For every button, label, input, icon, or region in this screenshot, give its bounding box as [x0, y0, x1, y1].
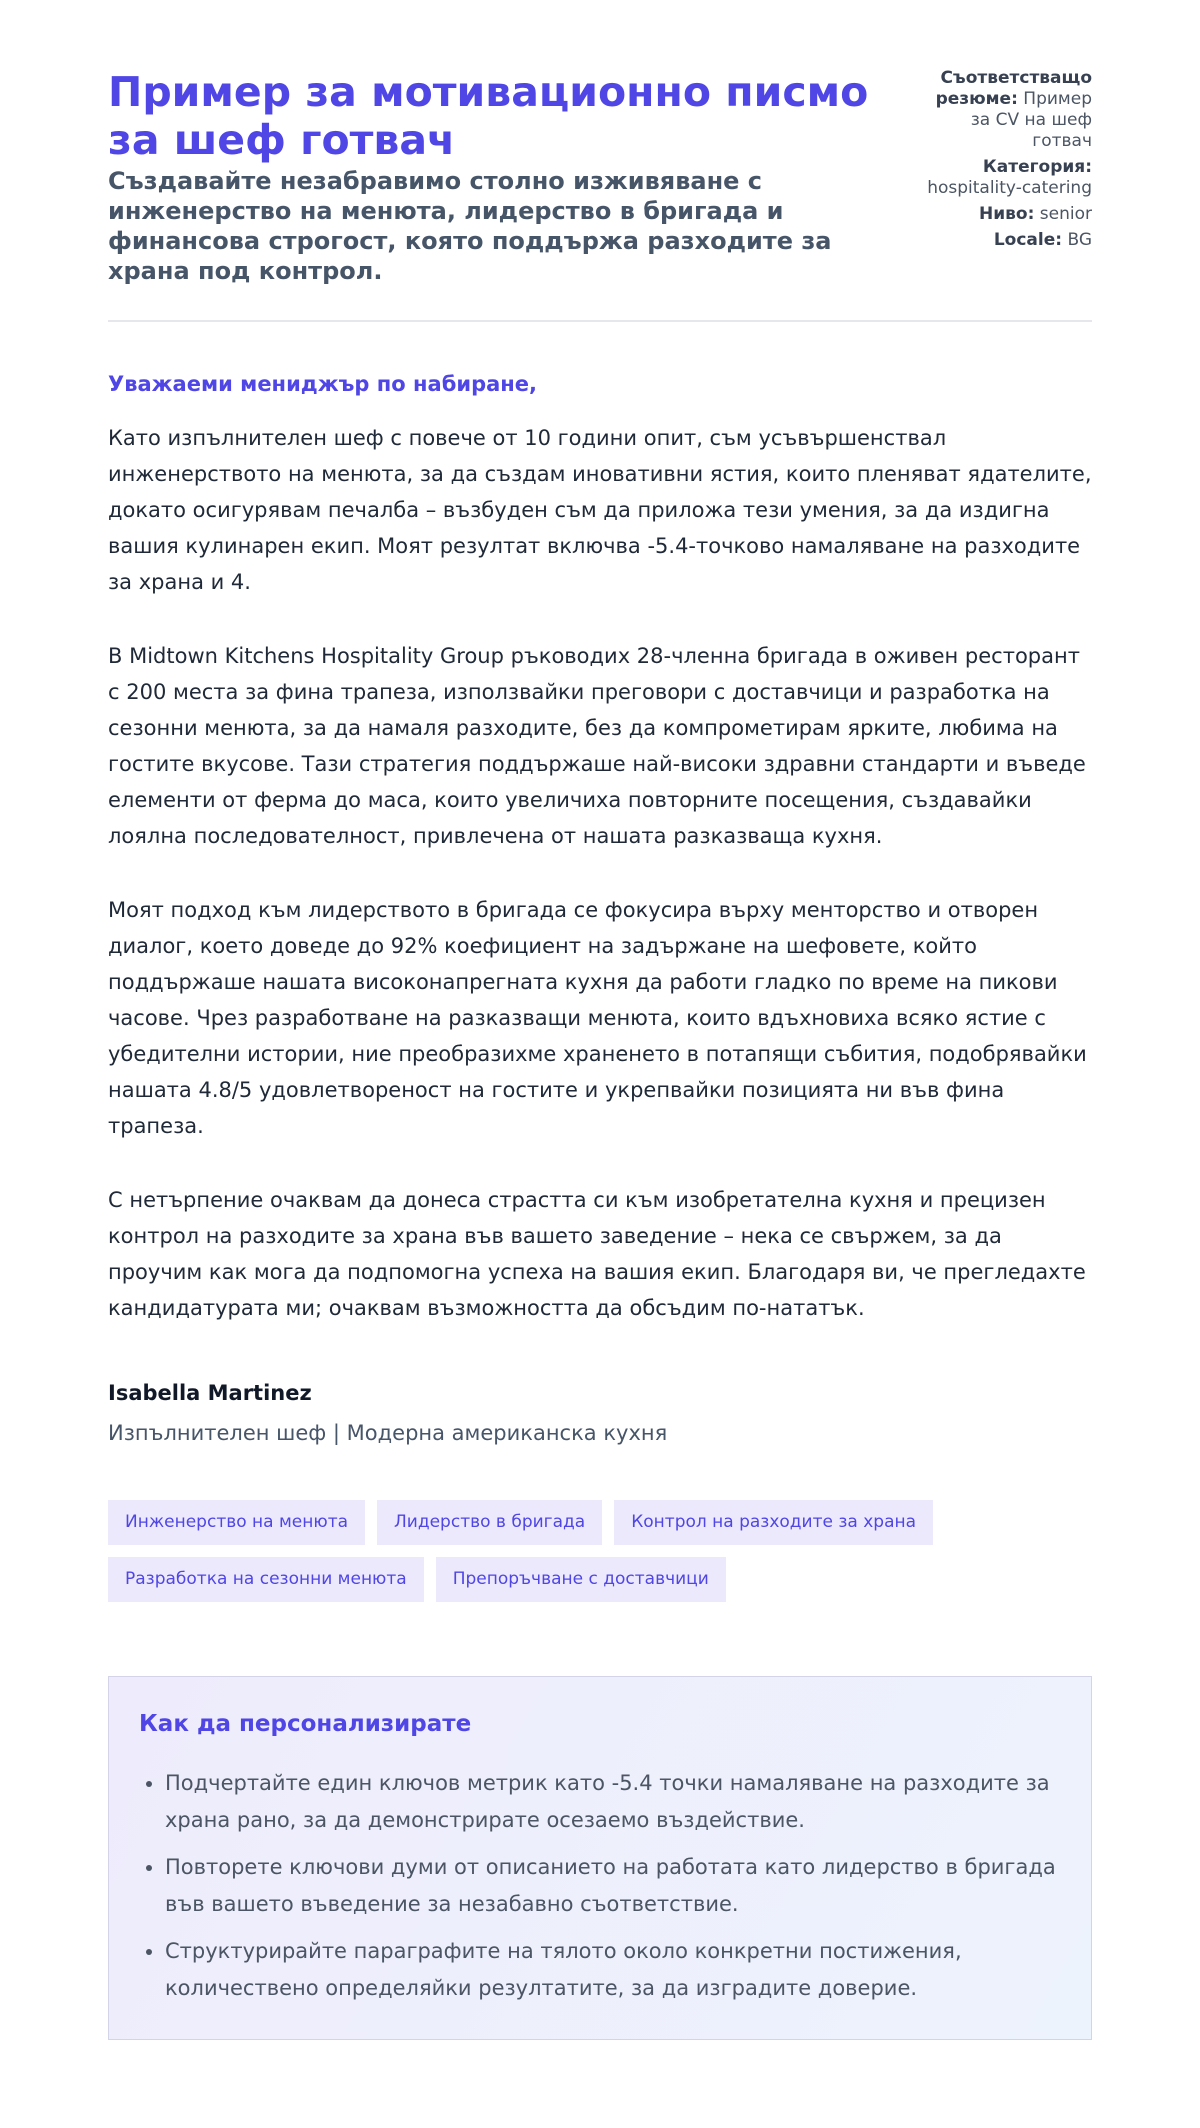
meta-level: [922, 204, 1092, 225]
signature-name: Isabella Martinez: [108, 1381, 312, 1405]
skill-tag: Контрол на разходите за храна: [614, 1500, 933, 1545]
signature-block: [108, 1378, 1092, 1448]
page-title: Пример за мотивационно писмо за шеф готвач: [108, 68, 869, 164]
meta-level-label: Ниво:: [979, 204, 1035, 224]
letter-paragraph: Моят подход към лидерството в бригада се фокусира върху менторство и отворен диалог, което доведе до 92% коефициент на задържане на шефовете, който поддържаше нашата високонапрегната кухня да работи гладко по време на пикови часове. Чрез разработване на разказващи менюта, които вдъхновиха всяко ястие с убедителни истории, ние преобразихме храненето в потапящи събития, подобрявайки нашата 4.8/5 удовлетвореност на гостите и укрепвайки позицията ни във фина трапеза.: [108, 898, 1087, 1138]
letter-body: [108, 420, 1092, 1326]
letter-paragraph: В Midtown Kitchens Hospitality Group ръководих 28-членна бригада в оживен ресторант с 200 места за фина трапеза, използвайки преговори с доставчици и разработка на сезонни менюта, за да намаля разходите, без да компрометирам ярките, любима на гостите вкусове. Тази стратегия поддържаше най-високи здравни стандарти и въведе елементи от ферма до маса, които увеличиха повторните посещения, създавайки лоялна последователност, привлечена от нашата разказваща кухня.: [108, 644, 1086, 848]
customization-tips: [108, 1676, 1092, 2040]
meta-resume-value[interactable]: Пример за CV на шеф готвач: [970, 89, 1092, 151]
meta-locale-value: BG: [1067, 230, 1092, 250]
meta-category-value: hospitality-catering: [927, 178, 1092, 198]
tip-item: • Повторете ключови думи от описанието на работата като лидерство в бригада във вашето въведение за незабавно съответствие.: [165, 1849, 1061, 1923]
skill-tag: Препоръчване с доставчици: [436, 1557, 726, 1602]
meta-category: [922, 157, 1092, 199]
skill-tag: Инженерство на менюта: [108, 1500, 365, 1545]
title-block: [108, 68, 908, 286]
meta-resume: [922, 68, 1092, 152]
meta-category-label: Категория:: [982, 157, 1092, 177]
meta-locale-label: Locale:: [993, 230, 1063, 250]
tips-title: Как да персонализирате: [139, 1711, 472, 1737]
skill-tag: Разработка на сезонни менюта: [108, 1557, 424, 1602]
page-subtitle: Създавайте незабравимо столно изживяване с инженерство на менюта, лидерство в бригада и финансова строгост, която поддържа разходите за храна под контрол.: [108, 167, 832, 285]
meta-panel: [922, 68, 1092, 256]
letter-paragraph: С нетърпение очаквам да донеса страстта си към изобретателна кухня и прецизен контрол на разходите за храна във вашето заведение – нека се свържем, за да проучим как мога да подпомогна успеха на вашия екип. Благодаря ви, че прегледахте кандидатурата ми; очаквам възможността да обсъдим по-нататък.: [108, 1188, 1086, 1320]
skill-tags: [108, 1500, 1008, 1602]
letter-paragraph: Като изпълнителен шеф с повече от 10 години опит, съм усъвършенствал инженерството на менюта, за да създам иновативни ястия, които пленяват ядателите, докато осигурявам печалба – възбуден съм да приложа тези умения, за да издигна вашия кулинарен екип. Моят резултат включва -5.4-точково намаляване на разходите за храна и 4.: [108, 426, 1092, 594]
skill-tag: Лидерство в бригада: [377, 1500, 602, 1545]
meta-locale: [922, 230, 1092, 251]
tip-item: • Подчертайте един ключов метрик като -5.4 точки намаляване на разходите за храна рано, за да демонстрирате осезаемо въздействие.: [165, 1765, 1061, 1839]
tips-list: [139, 1765, 1061, 2007]
signature-title: Изпълнителен шеф | Модерна американска кухня: [108, 1421, 668, 1445]
tip-item: • Структурирайте параграфите на тялото около конкретни постижения, количествено определяйки резултатите, за да изградите доверие.: [165, 1933, 1061, 2007]
meta-level-value: senior: [1039, 204, 1092, 224]
letter-salutation: Уважаеми мениджър по набиране,: [108, 372, 538, 396]
page-header: [108, 68, 1092, 322]
meta-resume-label: Съответстващо резюме:: [935, 68, 1092, 109]
